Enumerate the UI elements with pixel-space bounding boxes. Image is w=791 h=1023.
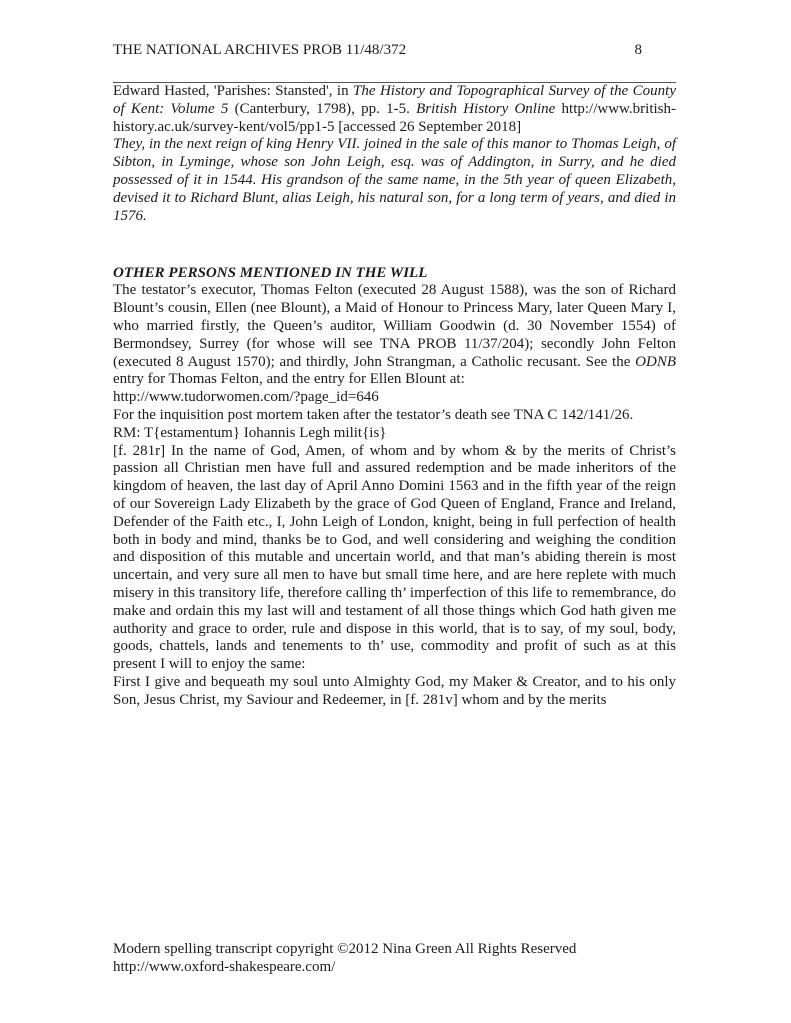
- citation-url-and-access-date: http://www.british-history.ac.uk/survey-kent/vol5/pp1-5 [accessed 26 September 2018]: [113, 100, 677, 135]
- page-footer: [113, 940, 676, 976]
- odnb-reference: ODNB: [635, 353, 676, 370]
- footer-copyright: Modern spelling transcript copyright ©2012 Nina Green All Rights Reserved: [113, 941, 577, 957]
- footer-url: http://www.oxford-shakespeare.com/: [113, 959, 336, 975]
- page-content: [113, 0, 676, 710]
- citation-text-2: (Canterbury, 1798), pp. 1-5.: [228, 100, 417, 117]
- citation-source-name: British History Online: [416, 100, 556, 117]
- header-title: THE NATIONAL ARCHIVES PROB 11/48/372: [113, 42, 407, 58]
- hasted-extract-paragraph: They, in the next reign of king Henry VII. joined in the sale of this manor to Thomas Leigh, of Sibton, in Lyminge, whose son John Leigh, esq. was of Addington, in Surry, and he died possessed of it in 1544. His grandson of the same name, in the 5th year of queen Elizabeth, devised it to Richard Blunt, alias Leigh, his natural son, for a long term of years, and died in 1576.: [113, 136, 676, 224]
- soul-bequest-paragraph: First I give and bequeath my soul unto Almighty God, my Maker & Creator, and to his only Son, Jesus Christ, my Saviour and Redeemer, in [f. 281v] whom and by the merits: [113, 673, 676, 708]
- page-header: [113, 41, 676, 59]
- tudorwomen-url: http://www.tudorwomen.com/?page_id=646: [113, 389, 379, 406]
- citation-text-1: Edward Hasted, 'Parishes: Stansted', in: [113, 83, 354, 99]
- register-marginalia: RM: T{estamentum} Iohannis Legh milit{is}: [113, 424, 387, 441]
- will-opening-paragraph: [f. 281r] In the name of God, Amen, of whom and by whom & by the merits of Christ’s passion all Christian men have full and assured redemption and be made inheritors of the kingdom of heaven, the last day of April Anno Domini 1563 and in the fifth year of the reign of our Sovereign Lady Elizabeth by the grace of God Queen of England, France and Ireland, Defender of the Faith etc., I, John Leigh of London, knight, being in full perfection of health both in body and mind, thanks be to God, and well considering and weighing the condition and disposition of this mutable and uncertain world, and that man’s abiding therein is most uncertain, and very sure all men to have but small time here, and are here replete with much misery in this transitory life, therefore calling th’ imperfection of this life to remembrance, do make and ordain this my last will and testament of all those things which God hath given me authority and grace to order, rule and dispose in this world, that is to say, of my soul, body, goods, chattels, lands and tenements to th’ use, commodity and profit of such as at this present I will to enjoy the same:: [113, 442, 676, 673]
- executor-text-1: The testator’s executor, Thomas Felton (executed 28 August 1588), was the son of Richard Blount’s cousin, Ellen (nee Blount), a Maid of Honour to Princess Mary, later Queen Mary I, who married firstly, the Queen’s auditor, William Goodwin (d. 30 November 1554) of Bermondsey, Surrey (for whose will see TNA PROB 11/37/204); secondly John Felton (executed 8 August 1570); and thirdly, John Strangman, a Catholic recusant. See the: [113, 282, 676, 370]
- citation-book-title: The History and Topographical Survey of the County of Kent: Volume 5: [113, 83, 676, 117]
- section-heading: OTHER PERSONS MENTIONED IN THE WILL: [113, 265, 428, 282]
- executor-paragraph: [113, 282, 676, 389]
- page-number: 8: [634, 42, 642, 58]
- citation-paragraph: [113, 83, 676, 136]
- inquisition-note: For the inquisition post mortem taken after the testator’s death see TNA C 142/141/26.: [113, 406, 634, 423]
- executor-text-2: entry for Thomas Felton, and the entry for Ellen Blount at:: [113, 371, 465, 388]
